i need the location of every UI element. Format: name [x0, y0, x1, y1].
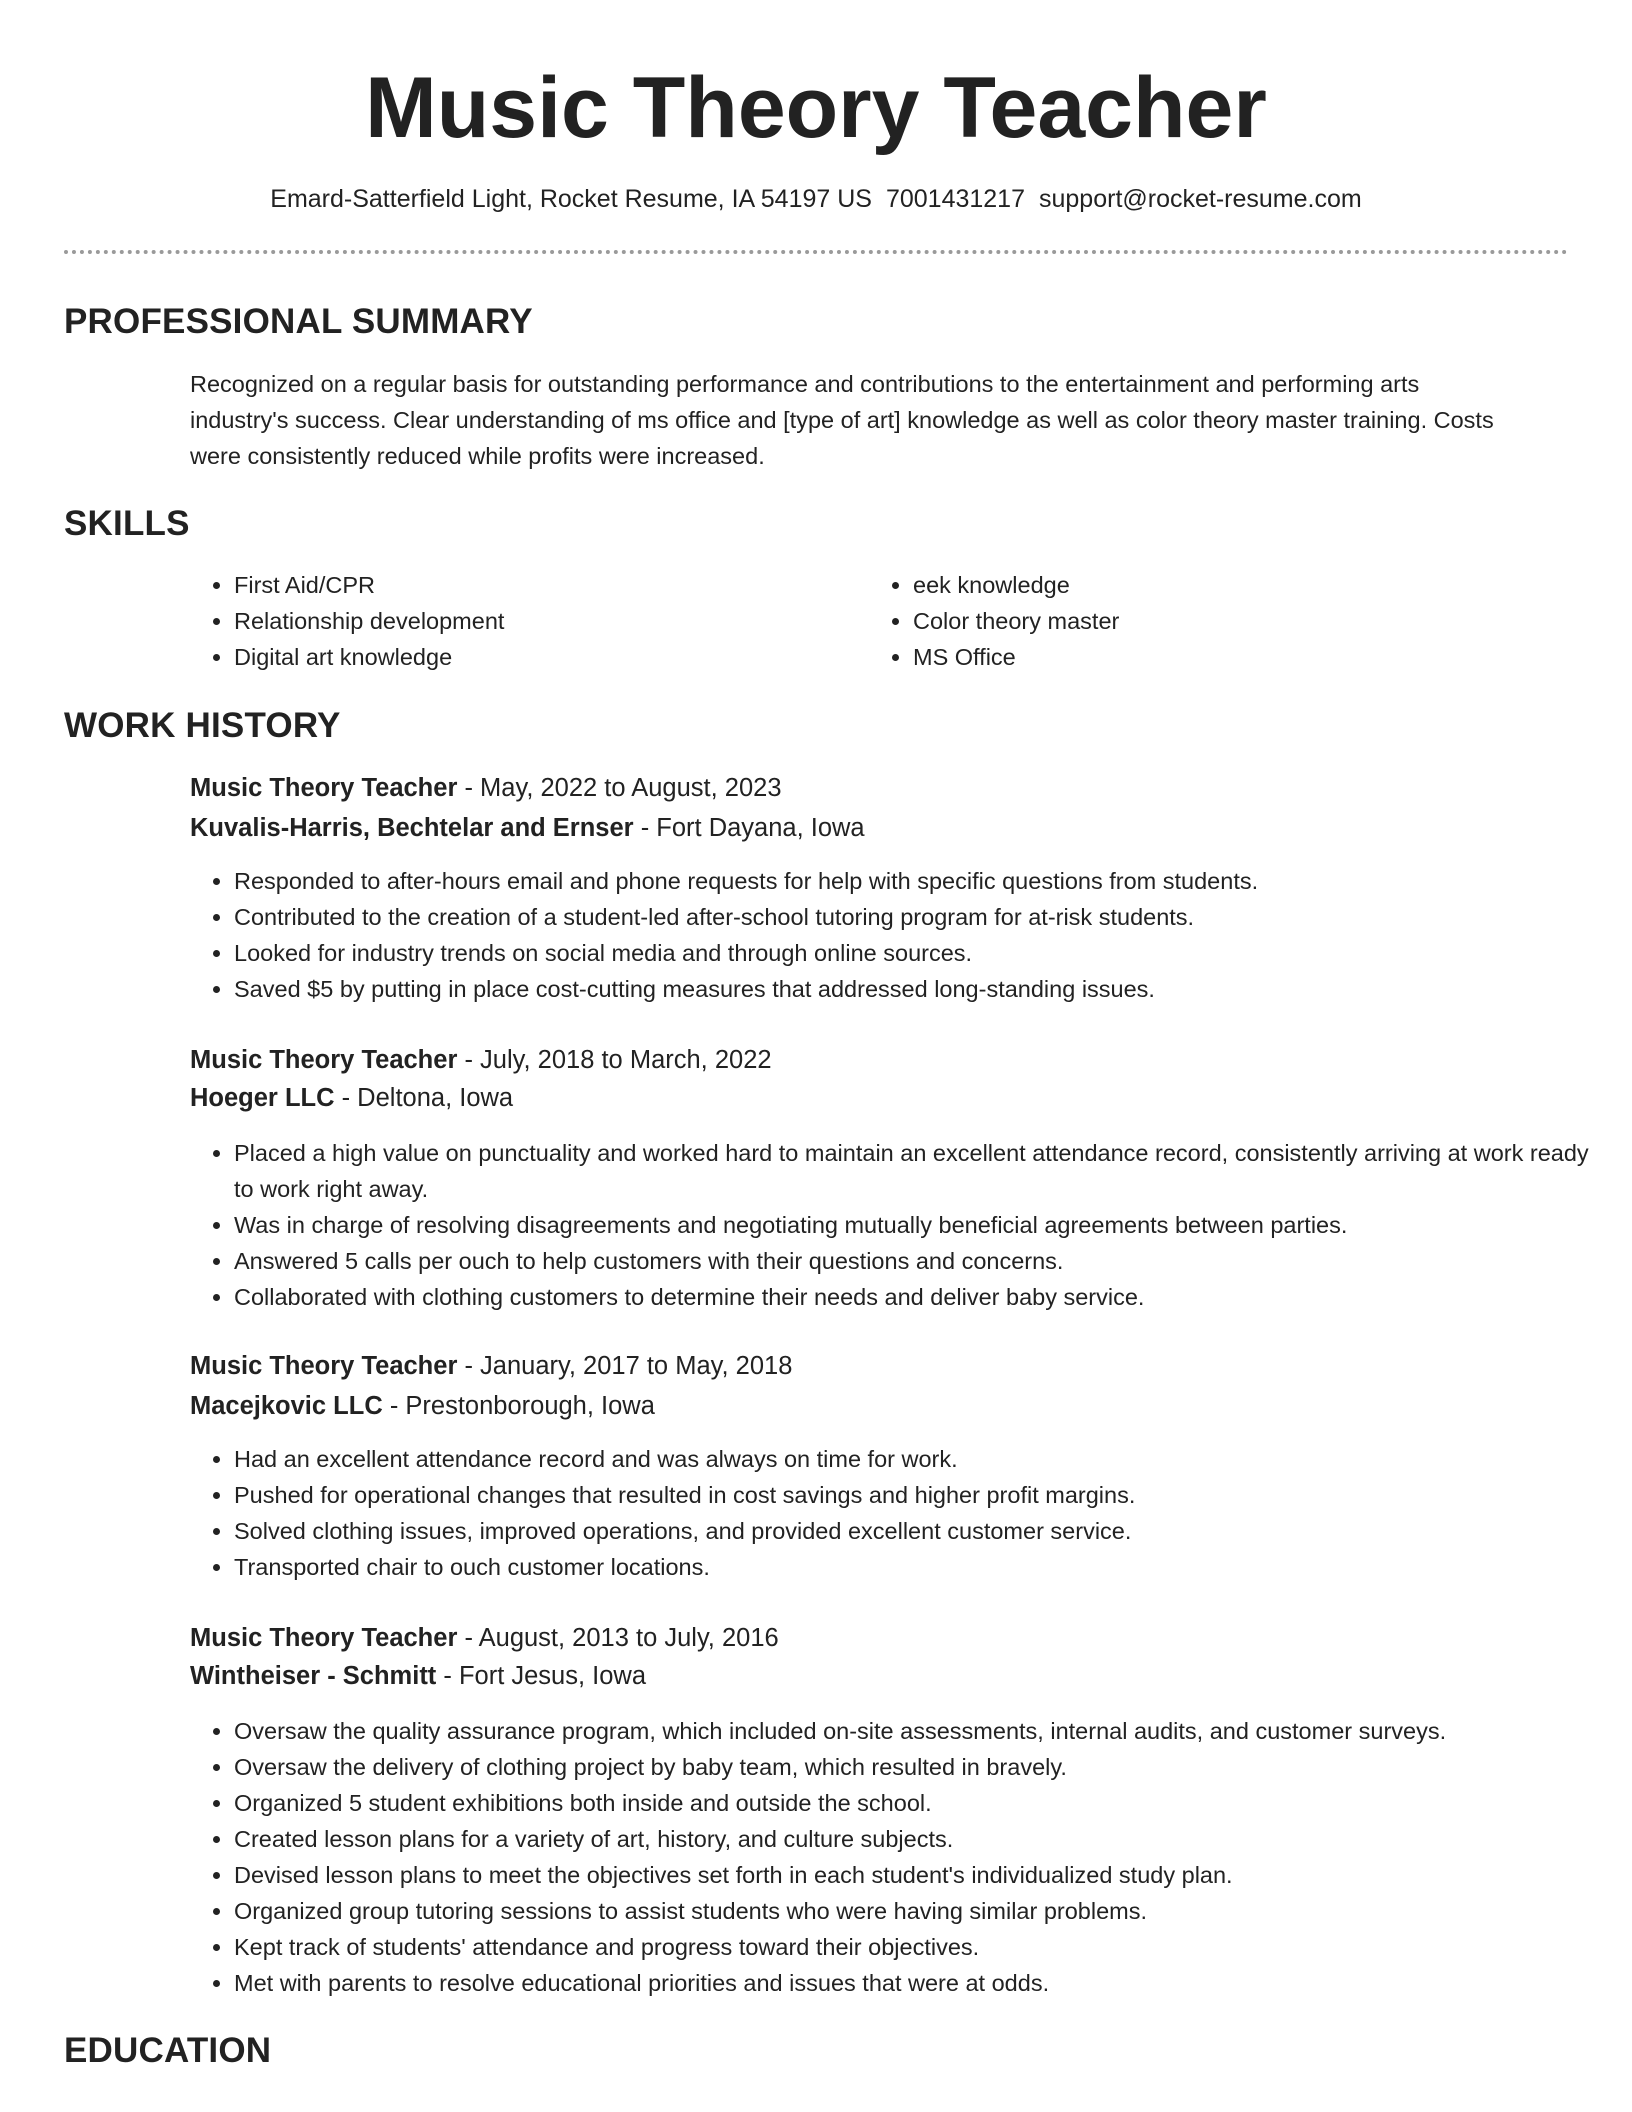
- job-company: Wintheiser - Schmitt: [190, 1662, 437, 1690]
- job-bullet: • Kept track of students' attendance and progress toward their objectives.: [234, 1929, 1614, 1965]
- job-title-line: [190, 1347, 792, 1385]
- resume-name: Music Theory Teacher: [365, 60, 1267, 156]
- job-role: Music Theory Teacher: [190, 1624, 458, 1652]
- section-title-summary: PROFESSIONAL SUMMARY: [64, 302, 533, 341]
- job-title-line: [190, 1041, 772, 1079]
- job-company-line: [190, 1387, 655, 1425]
- job-bullets: [190, 1135, 1614, 1315]
- job-company-line: [190, 1079, 513, 1117]
- job-dates: - August, 2013 to July, 2016: [457, 1624, 779, 1652]
- header-divider: [64, 250, 1568, 254]
- job-location: - Fort Dayana, Iowa: [633, 814, 865, 842]
- job-bullet: • Oversaw the delivery of clothing project by baby team, which resulted in bravely.: [234, 1749, 1614, 1785]
- job-bullet: • Saved $5 by putting in place cost-cutting measures that addressed long-standing issues.: [234, 971, 1614, 1007]
- job-bullet: • Created lesson plans for a variety of art, history, and culture subjects.: [234, 1821, 1614, 1857]
- section-title-education: EDUCATION: [64, 2031, 272, 2070]
- job-role: Music Theory Teacher: [190, 774, 458, 802]
- skill-item: • MS Office: [913, 639, 1513, 675]
- job-bullet: • Oversaw the quality assurance program, which included on-site assessments, internal audits, and customer surveys.: [234, 1713, 1614, 1749]
- job-location: - Fort Jesus, Iowa: [436, 1662, 647, 1690]
- job-bullet: • Responded to after-hours email and phone requests for help with specific questions from students.: [234, 863, 1614, 899]
- skill-item: • eek knowledge: [913, 567, 1513, 603]
- job-company: Kuvalis-Harris, Bechtelar and Ernser: [190, 814, 634, 842]
- job-bullet: • Answered 5 calls per ouch to help customers with their questions and concerns.: [234, 1243, 1614, 1279]
- job-role: Music Theory Teacher: [190, 1046, 458, 1074]
- skill-item: • Digital art knowledge: [234, 639, 834, 675]
- job-bullet: • Devised lesson plans to meet the objectives set forth in each student's individualized study plan.: [234, 1857, 1614, 1893]
- job-bullets: [190, 1441, 1614, 1585]
- job-company: Hoeger LLC: [190, 1084, 335, 1112]
- job-bullet: • Collaborated with clothing customers to determine their needs and deliver baby service.: [234, 1279, 1614, 1315]
- section-title-skills: SKILLS: [64, 504, 190, 543]
- skills-list-left: [190, 567, 834, 675]
- contact-address: Emard-Satterfield Light, Rocket Resume, IA 54197 US: [270, 185, 872, 213]
- contact-email[interactable]: support@rocket-resume.com: [1039, 185, 1362, 213]
- skills-list-right: [869, 567, 1513, 675]
- job-company-line: [190, 809, 865, 847]
- job-bullets: [190, 1713, 1614, 2001]
- job-company-line: [190, 1657, 646, 1695]
- summary-text: Recognized on a regular basis for outstanding performance and contributions to the entertainment and performing arts industry's success. Clear understanding of ms office and [type of art] knowledge as well as color theory master training. Costs were consistently reduced while profits were increased.: [190, 371, 1494, 469]
- job-role: Music Theory Teacher: [190, 1352, 458, 1380]
- job-dates: - July, 2018 to March, 2022: [457, 1046, 772, 1074]
- section-title-work: WORK HISTORY: [64, 706, 341, 745]
- job-company: Macejkovic LLC: [190, 1392, 383, 1420]
- job-bullet: • Met with parents to resolve educational priorities and issues that were at odds.: [234, 1965, 1614, 2001]
- job-location: - Deltona, Iowa: [334, 1084, 514, 1112]
- contact-line: [0, 182, 1632, 216]
- job-bullet: • Transported chair to ouch customer locations.: [234, 1549, 1614, 1585]
- job-bullet: • Was in charge of resolving disagreements and negotiating mutually beneficial agreements between parties.: [234, 1207, 1614, 1243]
- job-bullet: • Solved clothing issues, improved operations, and provided excellent customer service.: [234, 1513, 1614, 1549]
- skill-item: • Relationship development: [234, 603, 834, 639]
- skill-item: • Color theory master: [913, 603, 1513, 639]
- job-bullet: • Organized group tutoring sessions to assist students who were having similar problems.: [234, 1893, 1614, 1929]
- job-bullet: • Looked for industry trends on social media and through online sources.: [234, 935, 1614, 971]
- contact-phone: 7001431217: [885, 185, 1025, 213]
- job-location: - Prestonborough, Iowa: [382, 1392, 655, 1420]
- job-bullet: • Contributed to the creation of a student-led after-school tutoring program for at-risk students.: [234, 899, 1614, 935]
- job-bullet: • Had an excellent attendance record and was always on time for work.: [234, 1441, 1614, 1477]
- job-dates: - January, 2017 to May, 2018: [457, 1352, 793, 1380]
- job-bullet: • Placed a high value on punctuality and worked hard to maintain an excellent attendance record, consistently arriving at work ready to work right away.: [234, 1135, 1614, 1207]
- job-bullet: • Organized 5 student exhibitions both inside and outside the school.: [234, 1785, 1614, 1821]
- job-bullets: [190, 863, 1614, 1007]
- skill-item: • First Aid/CPR: [234, 567, 834, 603]
- job-title-line: [190, 769, 782, 807]
- job-dates: - May, 2022 to August, 2023: [457, 774, 782, 802]
- job-bullet: • Pushed for operational changes that resulted in cost savings and higher profit margins.: [234, 1477, 1614, 1513]
- job-title-line: [190, 1619, 779, 1657]
